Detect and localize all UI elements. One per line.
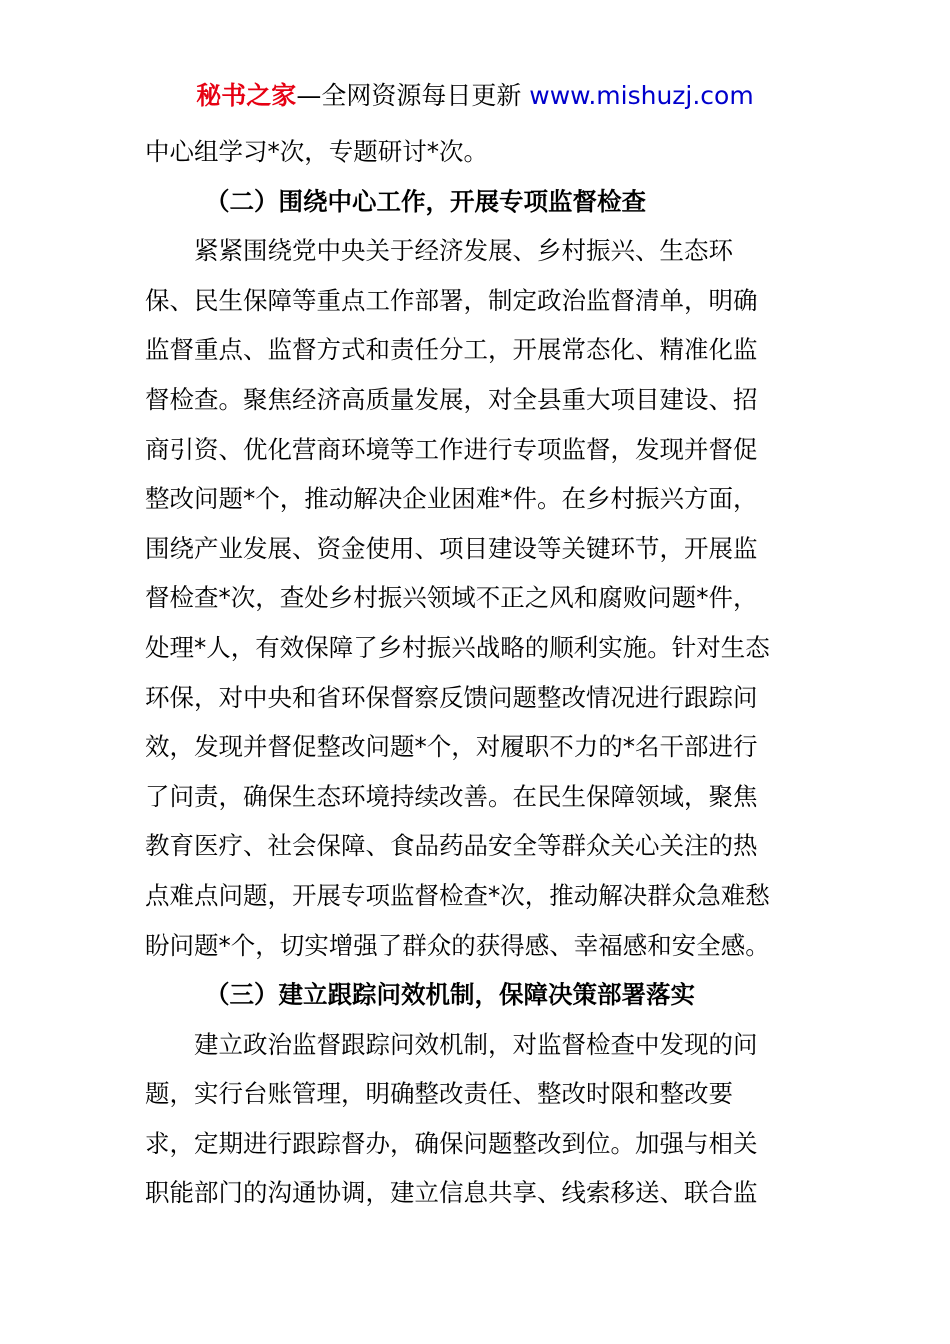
paragraph-line: 督检查*次，查处乡村振兴领域不正之风和腐败问题*件，: [145, 583, 758, 613]
paragraph-line: 围绕产业发展、资金使用、项目建设等关键环节，开展监: [145, 533, 758, 563]
paragraph-line: 监督重点、监督方式和责任分工，开展常态化、精准化监: [145, 335, 758, 365]
paragraph-line: 了问责，确保生态环境持续改善。在民生保障领域，聚焦: [145, 781, 758, 811]
paragraph-line: 保、民生保障等重点工作部署，制定政治监督清单，明确: [145, 285, 758, 315]
section-heading: （三）建立跟踪问效机制，保障决策部署落实: [205, 980, 695, 1010]
paragraph-line: 商引资、优化营商环境等工作进行专项监督，发现并督促: [145, 434, 758, 464]
paragraph-line: 处理*人，有效保障了乡村振兴战略的顺利实施。针对生态: [145, 632, 770, 662]
site-url-link[interactable]: www.mishuzj.com: [529, 81, 754, 110]
paragraph-line: 整改问题*个，推动解决企业困难*件。在乡村振兴方面，: [145, 484, 758, 514]
paragraph-line: 紧紧围绕党中央关于经济发展、乡村振兴、生态环: [194, 236, 733, 266]
paragraph-line: 效，发现并督促整改问题*个，对履职不力的*名干部进行: [145, 732, 758, 762]
site-header: [0, 78, 950, 114]
site-tagline: —全网资源每日更新: [296, 81, 522, 110]
paragraph-line: 求，定期进行跟踪督办，确保问题整改到位。加强与相关: [145, 1128, 758, 1158]
paragraph-line: 督检查。聚焦经济高质量发展，对全县重大项目建设、招: [145, 384, 758, 414]
site-brand: 秘书之家: [196, 81, 297, 110]
paragraph-line: 中心组学习*次，专题研讨*次。: [145, 137, 488, 166]
document-body: [145, 127, 807, 1218]
section-heading: （二）围绕中心工作，开展专项监督检查: [205, 186, 646, 216]
paragraph-line: 教育医疗、社会保障、食品药品安全等群众关心关注的热: [145, 831, 758, 861]
paragraph-line: 题，实行台账管理，明确整改责任、整改时限和整改要: [145, 1079, 733, 1109]
paragraph-line: 环保，对中央和省环保督察反馈问题整改情况进行跟踪问: [145, 682, 758, 712]
paragraph-line: 建立政治监督跟踪问效机制，对监督检查中发现的问: [194, 1029, 758, 1059]
paragraph-line: 点难点问题，开展专项监督检查*次，推动解决群众急难愁: [145, 880, 770, 910]
paragraph-line: 职能部门的沟通协调，建立信息共享、线索移送、联合监: [145, 1178, 758, 1208]
paragraph-line: 盼问题*个，切实增强了群众的获得感、幸福感和安全感。: [145, 930, 770, 960]
